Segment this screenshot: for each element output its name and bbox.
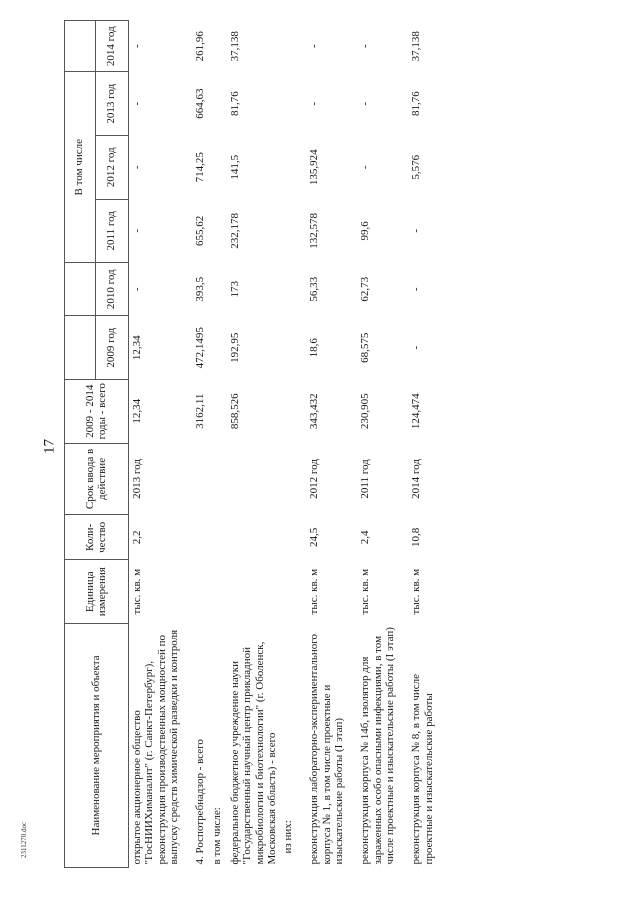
cell-y2012: - — [359, 165, 372, 170]
table-row — [357, 21, 398, 868]
cell-name: в том числе: — [210, 807, 223, 865]
cell-total — [209, 379, 225, 443]
cell-total: 3162,11 — [194, 393, 207, 429]
rotated-table-container — [64, 20, 634, 868]
header-year: 2010 год — [96, 263, 129, 316]
cell-unit — [280, 560, 296, 624]
cell-y2009: 192,95 — [228, 332, 241, 363]
cell-unit: тыс. кв. м — [308, 568, 321, 615]
cell-qty: 2,2 — [131, 530, 143, 545]
cell-unit: тыс. кв. м — [410, 568, 423, 615]
row-gap — [296, 21, 306, 868]
cell-qty: 10,8 — [410, 527, 423, 547]
cell-unit: тыс. кв. м — [131, 568, 143, 615]
cell-y2014: 37,138 — [410, 31, 423, 62]
cell-y2012: 135,924 — [308, 149, 321, 186]
cell-y2011 — [209, 199, 225, 263]
cell-unit: тыс. кв. м — [359, 568, 372, 615]
cell-total: 858,526 — [228, 393, 241, 430]
cell-y2009: 472,1495 — [194, 327, 207, 369]
cell-y2013: 81,76 — [410, 91, 423, 117]
header-spacer — [65, 316, 96, 380]
header-period-total: 2009 - 2014 годы - всего — [65, 379, 129, 443]
footer-code: 2311270.doc — [20, 821, 28, 858]
cell-name: 4. Роспотребнадзор - всего — [194, 739, 207, 865]
cell-y2013: 81,76 — [228, 91, 241, 117]
cell-total: 230,905 — [359, 393, 372, 430]
cell-unit — [192, 560, 208, 624]
cell-y2013 — [280, 72, 296, 136]
cell-name: федеральное бюджетное учреждение науки "Государственный научный центр прикладной микробиологии и биотехнологии" (г. Оболенск, Московская область) - всего — [228, 641, 278, 865]
cell-y2014 — [280, 21, 296, 72]
cell-y2009: 68,575 — [359, 332, 372, 363]
cell-y2010: 173 — [228, 281, 241, 298]
cell-name: из них: — [282, 820, 295, 854]
cell-y2013 — [209, 72, 225, 136]
header-year: 2012 год — [96, 135, 129, 199]
row-gap — [347, 21, 357, 868]
cell-y2011: 99,6 — [359, 221, 372, 241]
cell-deadline — [227, 443, 280, 515]
cell-qty — [192, 515, 208, 560]
cell-qty — [209, 515, 225, 560]
cell-y2013: - — [308, 101, 321, 106]
cell-name: открытое акционерное общество "ГосНИИХиманалит" (г. Санкт-Петербург), реконструкция производственных мощностей по выпуску средств химической разведки и контроля — [131, 629, 180, 865]
header-year: 2014 год — [96, 21, 129, 72]
cell-y2010: 56,33 — [308, 276, 321, 302]
cell-unit — [227, 560, 280, 624]
cell-y2010 — [280, 263, 296, 316]
cell-y2010: - — [131, 287, 143, 292]
cell-y2010: - — [410, 287, 423, 292]
header-spacer — [65, 263, 96, 316]
header-including: В том числе — [65, 72, 96, 263]
cell-y2013: - — [359, 101, 372, 106]
cell-y2010: 393,5 — [194, 276, 207, 302]
cell-y2011: 132,578 — [308, 212, 321, 249]
cell-name: реконструкция корпуса № 14б, изолятор для зараженных особо опасными инфекциями, в том числе проектные и изыскательские работы (I этап) — [359, 627, 396, 865]
cell-y2010: 62,73 — [359, 276, 372, 302]
cell-y2014: - — [131, 44, 143, 49]
cell-y2012: 714,25 — [194, 152, 207, 183]
table-row — [129, 21, 183, 868]
cell-y2010 — [209, 263, 225, 316]
cell-y2011: 655,62 — [194, 215, 207, 246]
table-row — [280, 21, 296, 868]
cell-deadline — [209, 443, 225, 515]
cell-total: 12,34 — [131, 398, 143, 424]
cell-total — [280, 379, 296, 443]
cell-y2012 — [209, 135, 225, 199]
table-row — [192, 21, 208, 868]
row-gap — [398, 21, 408, 868]
cell-y2012: 141,5 — [228, 154, 241, 180]
cell-y2009: 12,34 — [131, 335, 143, 361]
header-quantity: Коли-чество — [65, 515, 129, 560]
header-year: 2009 год — [96, 316, 129, 380]
cell-y2013: - — [131, 101, 143, 106]
table-row — [408, 21, 437, 868]
table-row — [209, 21, 225, 868]
header-deadline: Срок ввода в действие — [65, 443, 129, 515]
cell-total: 343,432 — [308, 393, 321, 430]
cell-name: реконструкция корпуса № 8, в том числе проектные и изыскательские работы — [410, 673, 435, 865]
cell-qty — [227, 515, 280, 560]
cell-y2014: - — [308, 44, 321, 49]
cell-y2014: - — [359, 44, 372, 49]
cell-y2009 — [280, 316, 296, 380]
row-gap — [182, 21, 192, 868]
cell-qty — [280, 515, 296, 560]
cell-y2012 — [280, 135, 296, 199]
cell-unit — [209, 560, 225, 624]
cell-deadline: 2014 год — [410, 459, 423, 499]
cell-deadline: 2013 год — [131, 459, 143, 499]
cell-deadline — [280, 443, 296, 515]
cell-qty: 24,5 — [308, 527, 321, 547]
cell-y2011: - — [410, 228, 423, 233]
cell-deadline — [192, 443, 208, 515]
cell-y2009 — [209, 316, 225, 380]
cell-y2011 — [280, 199, 296, 263]
header-unit: Единица измерения — [65, 560, 129, 624]
cell-deadline: 2012 год — [308, 459, 321, 499]
cell-qty: 2,4 — [359, 530, 372, 545]
cell-deadline: 2011 год — [359, 459, 372, 499]
table-row — [227, 21, 280, 868]
cell-y2011: 232,178 — [228, 212, 241, 249]
header-year: 2011 год — [96, 199, 129, 263]
cell-y2011: - — [131, 228, 143, 233]
header-year: 2013 год — [96, 72, 129, 136]
investment-table — [64, 20, 437, 868]
cell-y2014: 37,138 — [228, 31, 241, 62]
cell-y2009: - — [410, 345, 423, 350]
cell-name: реконструкция лабораторно-экспериментального корпуса № 1, в том числе проектные и изыскательские работы (I этап) — [308, 633, 346, 865]
header-name: Наименование мероприятия и объекта — [65, 623, 129, 867]
header-spacer — [65, 21, 96, 72]
cell-total: 124,474 — [410, 393, 423, 430]
cell-y2014 — [209, 21, 225, 72]
cell-y2009: 18,6 — [308, 338, 321, 358]
cell-y2012: - — [131, 165, 143, 170]
cell-y2012: 5,576 — [410, 154, 423, 180]
cell-y2013: 664,63 — [194, 88, 207, 119]
cell-y2014: 261,96 — [194, 31, 207, 62]
table-row — [306, 21, 347, 868]
page-number: 17 — [41, 439, 58, 454]
